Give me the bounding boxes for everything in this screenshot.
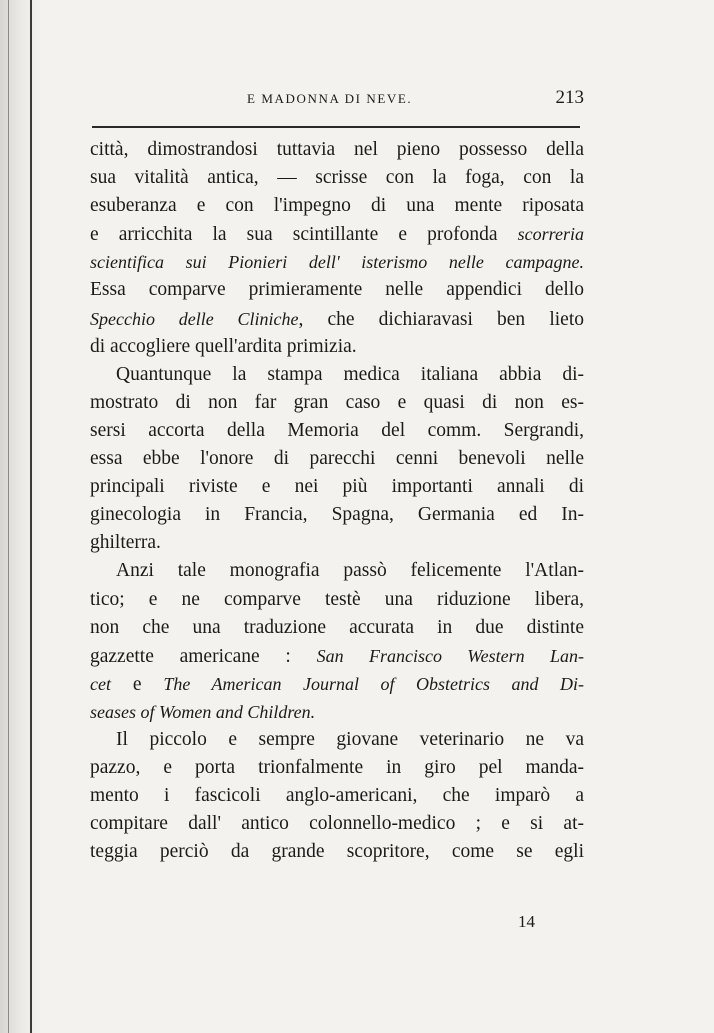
text-segment: Quantunque la stampa medica italiana abbia di- (116, 363, 584, 385)
page-number: 213 (555, 87, 584, 108)
text-segment: e arricchita la sua scintillante e profonda (90, 224, 518, 246)
text-segment: compitare dall' antico colonnello-medico ; e si at- (90, 813, 584, 835)
text-segment: esuberanza e con l'impegno di una mente riposata (90, 195, 584, 217)
text-line (90, 614, 584, 642)
page-gutter (0, 0, 40, 1033)
page-header (92, 84, 584, 114)
text-line (90, 276, 584, 304)
text-line (90, 389, 584, 417)
text-line (90, 136, 584, 164)
text-line (90, 220, 584, 248)
text-line (90, 529, 584, 557)
text-line (90, 473, 584, 501)
text-line (90, 557, 584, 585)
text-segment: ginecologia in Francia, Spagna, Germania ed In- (90, 504, 584, 526)
italic-text: Specchio delle Cliniche (90, 308, 299, 329)
italic-text: The American Journal of Obstetrics and Di- (163, 673, 585, 694)
signature-mark: 14 (518, 912, 535, 931)
text-segment: mento i fascicoli anglo-americani, che imparò a (90, 785, 584, 807)
italic-text: San Francisco Western Lan- (316, 645, 584, 666)
text-line (90, 305, 584, 333)
text-segment: non che una traduzione accurata in due distinte (90, 616, 584, 638)
italic-text: seases of Women and Children. (90, 701, 316, 722)
text-segment: sersi accorta della Memoria del comm. Sergrandi, (90, 419, 584, 441)
text-segment: sua vitalità antica, — scrisse con la foga, con la (90, 167, 584, 189)
text-line (90, 248, 584, 276)
text-segment: pazzo, e porta trionfalmente in giro pel manda- (90, 757, 584, 779)
text-line (90, 164, 584, 192)
text-segment: teggia perciò da grande scopritore, come se egli (90, 841, 584, 863)
binding-edge-thin (8, 0, 9, 1033)
text-line (90, 726, 584, 754)
text-segment: , che dichiaravasi ben lieto (298, 308, 584, 330)
text-segment: Anzi tale monografia passò felicemente l'Atlan- (116, 560, 584, 582)
text-segment: gazzette americane : (90, 645, 317, 667)
text-line (90, 361, 584, 389)
text-segment: mostrato di non far gran caso e quasi di non es- (90, 391, 584, 413)
text-line (90, 810, 584, 838)
text-line (90, 501, 584, 529)
text-line (90, 333, 584, 361)
text-line (90, 754, 584, 782)
text-line (90, 642, 584, 670)
text-line (90, 698, 584, 726)
text-line (90, 670, 584, 698)
italic-text: cet (90, 673, 111, 694)
text-line (90, 838, 584, 866)
text-line (90, 417, 584, 445)
text-segment: principali riviste e nei più importanti annali di (90, 476, 584, 498)
text-segment: città, dimostrandosi tuttavia nel pieno possesso della (90, 139, 584, 160)
body-text (90, 136, 584, 866)
running-head: E MADONNA DI NEVE. (247, 91, 413, 106)
text-segment: Il piccolo e sempre giovane veterinario ne va (116, 728, 584, 750)
text-line (90, 445, 584, 473)
text-line (90, 192, 584, 220)
binding-edge (30, 0, 32, 1033)
text-segment: Essa comparve primieramente nelle appendici dello (90, 279, 584, 301)
text-line (90, 782, 584, 810)
text-segment: ghilterra. (90, 532, 161, 554)
header-rule (92, 126, 580, 128)
text-segment: tico; e ne comparve testè una riduzione libera, (90, 588, 584, 610)
text-line (90, 586, 584, 614)
text-segment: essa ebbe l'onore di parecchi cenni benevoli nelle (90, 448, 584, 470)
text-segment: di accogliere quell'ardita primizia. (90, 335, 357, 357)
italic-text: scientifica sui Pionieri dell' isterismo nelle campagne. (90, 252, 584, 273)
text-segment: e (110, 673, 164, 695)
italic-text: scorreria (517, 224, 584, 245)
